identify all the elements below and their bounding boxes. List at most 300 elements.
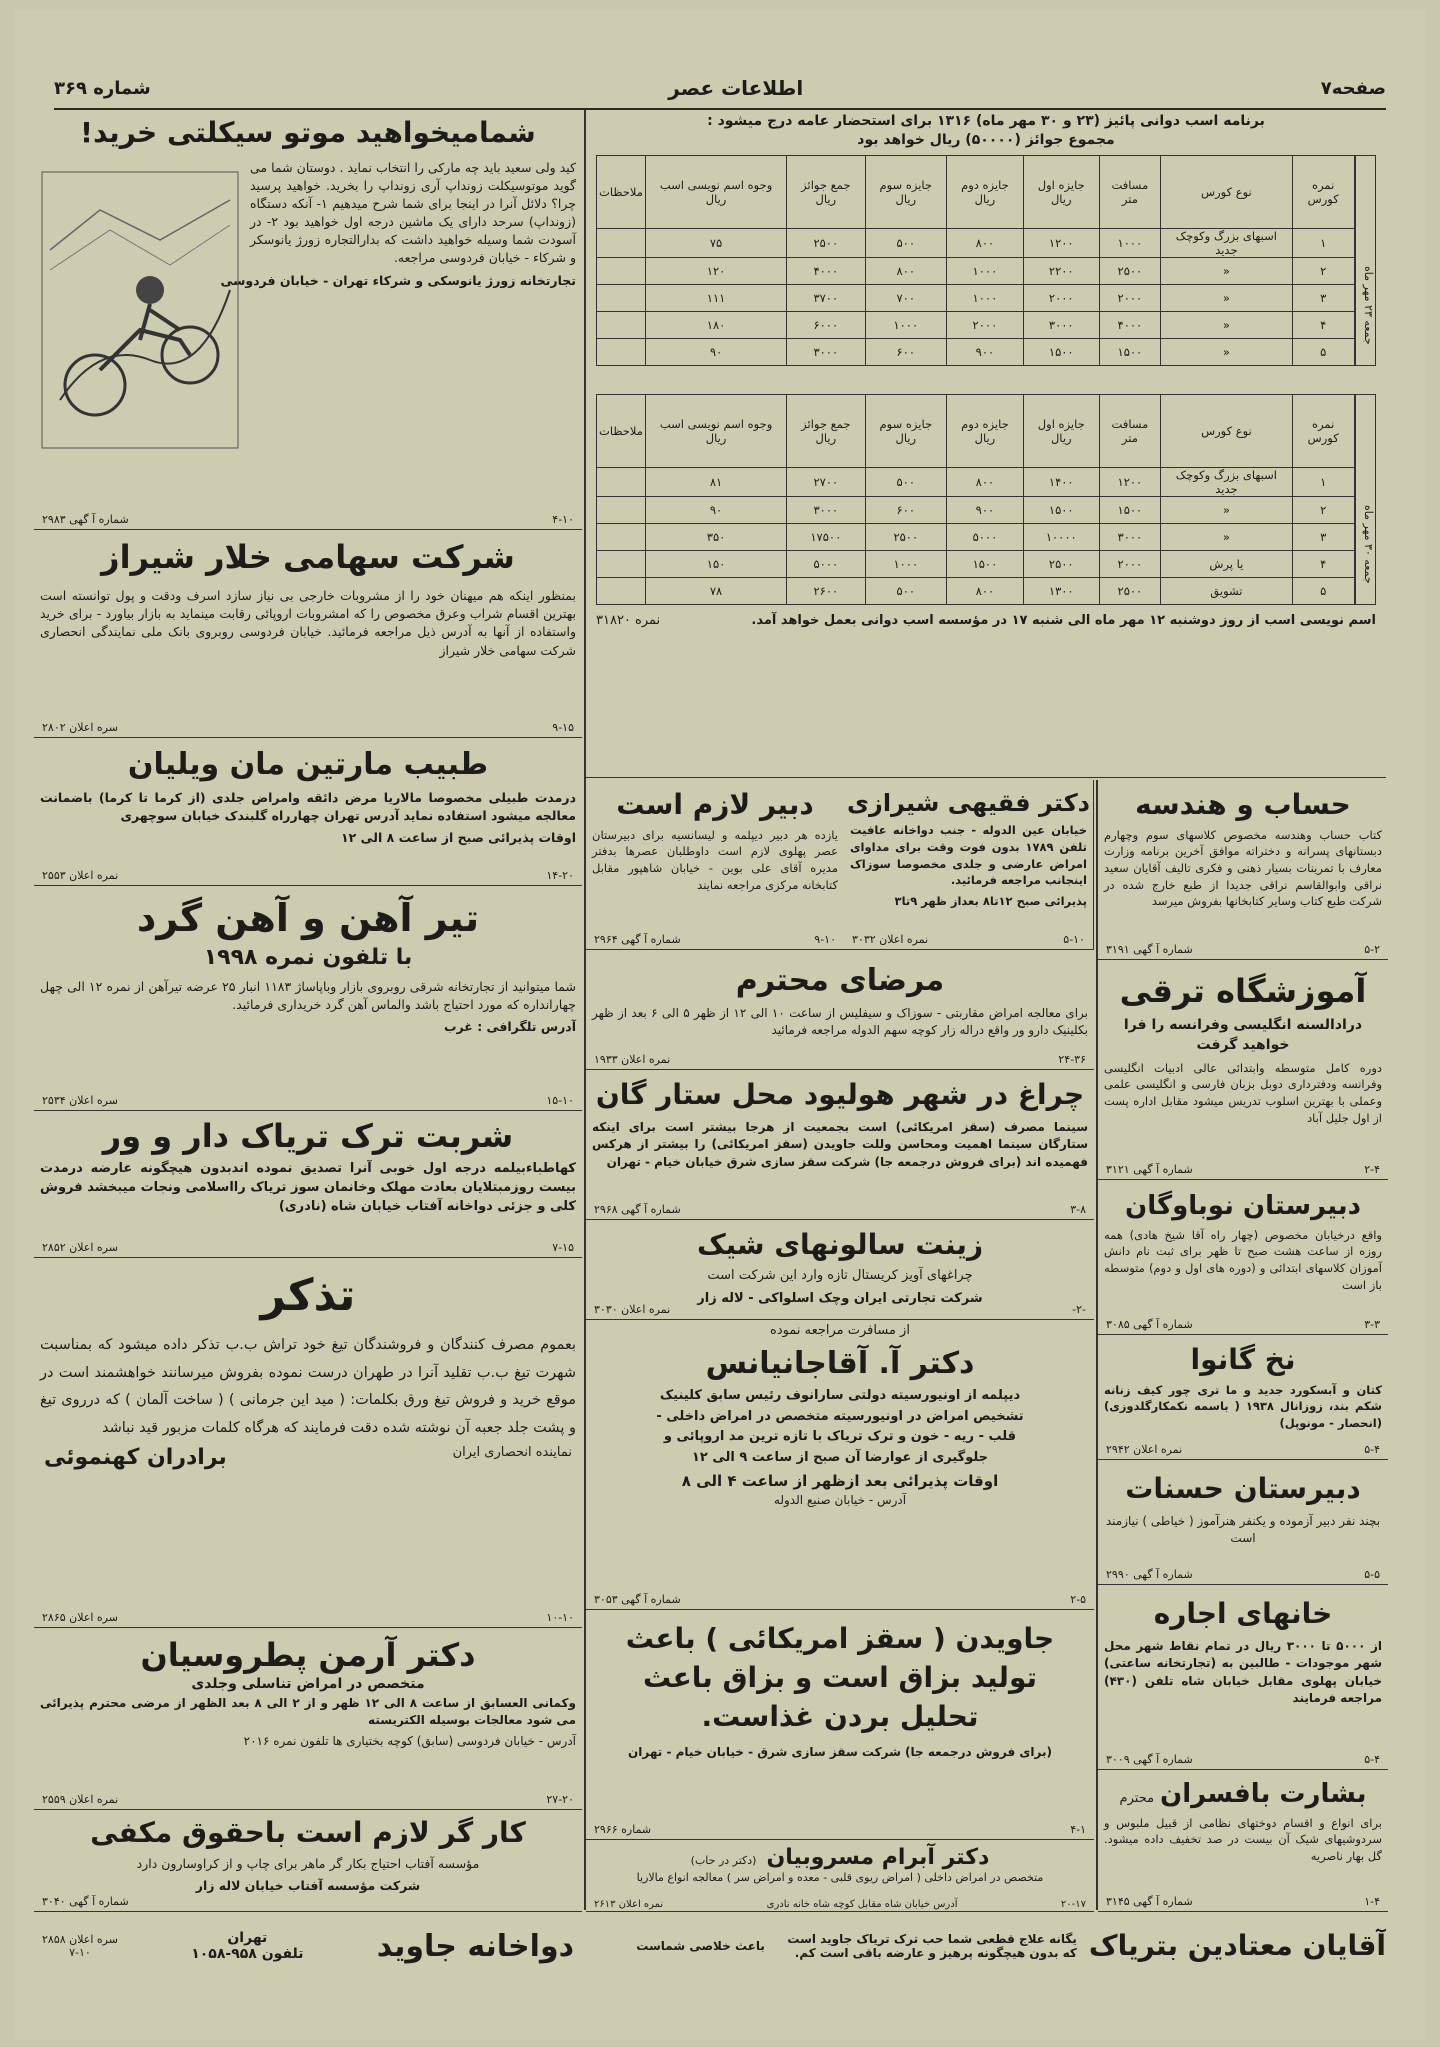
ad-petrosian-body: وکمانی العسابق از ساعت ۸ الی ۱۲ ظهر و از ۲ الی ۸ بعد الظهر از مرضی محترم پذیرائی می شود معالجات بوسیله الکتریسته	[40, 1695, 576, 1727]
race-ad-number: نمره ۳۱۸۲۰	[596, 612, 661, 628]
table-cell: ۲۵۰۰	[1099, 257, 1160, 284]
table-row	[597, 467, 1355, 496]
ad-tazakkor	[34, 1258, 582, 1628]
ad-karegar-address: شرکت مؤسسه آفتاب خیابان لاله زار	[195, 1877, 421, 1893]
table-cell: ۱۳۰۰	[1023, 577, 1099, 604]
ad-number: سره اعلان ۲۸۵۲	[42, 1241, 118, 1254]
newspaper-page	[14, 10, 1426, 2040]
ad-teriak-title: آقایان معتادین بتریاک	[1088, 1928, 1386, 1962]
table-row	[597, 228, 1355, 257]
ad-marza-foot	[594, 1053, 1086, 1066]
ad-masroobian	[586, 1840, 1094, 1912]
race-table-1-wrap	[596, 155, 1376, 366]
table-cell	[597, 496, 646, 523]
ad-javid	[34, 1915, 582, 1977]
ad-code: ۱۰-۱۰	[546, 1611, 574, 1624]
table-cell: ۶۰۰	[865, 496, 947, 523]
table-cell: ۱۰۰۰	[947, 257, 1024, 284]
table-cell: «	[1161, 496, 1293, 523]
race-column-header: نمره کورس	[1292, 155, 1354, 228]
table-cell	[597, 550, 646, 577]
table-cell: ۲۰۰۰	[947, 311, 1024, 338]
ad-zinat-foot	[594, 1303, 1086, 1316]
table-cell: ۱۴۰۰	[1023, 467, 1099, 496]
ad-petrosian-address: آدرس - خیابان فردوسی (سابق) کوچه بختیاری ها تلفون نمره ۲۰۱۶	[243, 1734, 576, 1749]
motorcycle-illustration	[40, 170, 240, 450]
table-row	[597, 338, 1355, 365]
ad-faghihi-title: دکتر فقیهی شیرازی	[847, 789, 1090, 817]
ad-number: شماره آ گهی ۳۰۴۰	[42, 1895, 129, 1908]
ad-code: -۲-	[1072, 1303, 1086, 1316]
race-column-header: جمع جوائز ریال	[787, 155, 865, 228]
ad-code: ۱۵-۱۰	[546, 1094, 574, 1107]
ad-noobavegan-foot	[1106, 1318, 1380, 1331]
ad-number: شماره ۲۹۶۶	[594, 1823, 652, 1836]
ad-teriak	[586, 1915, 1386, 1977]
ad-number: شماره آ گهی ۳۰۸۵	[1106, 1318, 1193, 1331]
ad-hesab-foot	[1106, 943, 1380, 956]
table-cell: «	[1161, 284, 1293, 311]
table-cell: ۲۰۰۰	[1099, 284, 1160, 311]
ad-darvar-body: کهاطباءبیلمه درجه اول خوبی آنرا تصدیق نموده اندبدون هیچگونه عارضه درمدت بیست روزمبتلایان بعادت مهلک وخانمان سوز تریاک رااسلامی ونجات میبخشد فروش کلی و جزئی دواخانه آفتاب خیابان شاه (نادری)	[40, 1161, 576, 1214]
table-cell: ۱۲۰۰	[1099, 467, 1160, 496]
table-row	[597, 311, 1355, 338]
ad-petrosian	[34, 1628, 582, 1810]
ad-hesab-body: کتاب حساب وهندسه مخصوص کلاسهای سوم وچهارم دبستانهای پسرانه و دختراته موافق آخرین برنامه وزارت معارف با تمرینات بسیار ذهنی و فکری تالیف آقایان سعید نراقی وابوالقاسم نراقی جدیدا از طبع خارج شده در شرکت طبع کتاب وسایر کتابخانها بفروش میرسد	[1104, 827, 1382, 909]
ad-dabir-body: یازده هر دبیر دیپلمه و لیسانسیه برای دبیرستان عصر پهلوی لازم است داوطلبان عصرها بدفتر مدیره آقای علی بوین - خیابان شاهپور مقابل کتابخانه مرکزی مراجعه نمایند	[592, 827, 838, 892]
ad-karegar	[34, 1810, 582, 1912]
ad-nakh-body: کتان و آبسکورد جدید و ما تری چور کیف زنانه شکم بند، زوزانال ۱۹۳۸ ( باسمه نکمکارگلدوزی) (انحصار - مونوپل)	[1104, 1382, 1382, 1431]
ad-code: ۵-۴	[1364, 1443, 1380, 1456]
ad-noobavegan-title: دبیرستان نوباوگان	[1125, 1191, 1361, 1221]
ad-aghajanians	[586, 1320, 1094, 1610]
ad-number: شماره آ گهی ۲۹۶۸	[594, 1203, 681, 1216]
ad-code: ۴-۱۰	[552, 513, 574, 526]
race-column-header: جایزه دوم ریال	[947, 155, 1024, 228]
table-cell: ۸۰۰	[947, 467, 1024, 496]
table-cell: ۵۰۰۰	[947, 523, 1024, 550]
table-cell: ۷۸	[645, 577, 786, 604]
ad-number: نمره اعلان ۲۹۴۲	[1106, 1443, 1183, 1456]
table-cell: ۲۷۰۰	[787, 467, 865, 496]
ad-aghajanians-title: دکتر آ. آقاجانیانس	[705, 1345, 975, 1381]
ad-basharat-head	[1098, 1780, 1388, 1809]
ad-sagz	[586, 1610, 1094, 1840]
race-column-header: جایزه دوم ریال	[947, 394, 1024, 467]
ad-karegar-foot	[42, 1895, 574, 1908]
ad-martin-title: طبیب مارتین مان ویلیان	[127, 747, 489, 782]
ad-kholar-foot	[42, 721, 574, 734]
ad-martin-foot	[42, 869, 574, 882]
ad-number: شماره آ گهی ۲۹۸۳	[42, 513, 129, 526]
table-row	[597, 496, 1355, 523]
ad-code: ۵-۱۰	[1063, 933, 1085, 946]
table-cell: ۵۰۰	[865, 577, 947, 604]
ad-code: ۹-۱۵	[552, 721, 574, 734]
table-cell: ۲۰۰۰	[1023, 284, 1099, 311]
table-cell: ۹۰۰	[947, 496, 1024, 523]
page-number: صفحه۷	[1320, 77, 1386, 99]
ad-iron-foot	[42, 1094, 574, 1107]
ad-hesab	[1098, 780, 1388, 960]
ad-number: شماره آ گهی ۳۱۹۱	[1106, 943, 1193, 956]
race-footer-text: اسم نویسی اسب از روز دوشنبه ۱۲ مهر ماه الی شنبه ۱۷ در مؤسسه اسب دوانی بعمل خواهد آمد.	[751, 612, 1376, 628]
table-cell: ۶۰۰	[865, 338, 947, 365]
ad-number: شماره آ گهی ۳۱۴۵	[1106, 1895, 1193, 1908]
ad-number: سره اعلان ۲۸۰۲	[42, 721, 118, 734]
ad-martin-hours: اوقات پذیرائی صبح از ساعت ۸ الی ۱۲	[341, 830, 576, 846]
table-cell: «	[1161, 523, 1293, 550]
ad-sagz-title-1: جاویدن ( سقز امریکائی ) باعث	[625, 1622, 1055, 1655]
table-cell: ۸۰۰	[865, 257, 947, 284]
ad-noobavegan	[1098, 1180, 1388, 1335]
ad-number: سره اعلان ۲۸۵۸	[42, 1933, 118, 1946]
ad-darvar	[34, 1111, 582, 1258]
ad-cheragh	[586, 1070, 1094, 1220]
ad-code: ۱۴-۲۰	[546, 869, 574, 882]
table-cell: ۶۰۰۰	[787, 311, 865, 338]
ad-motorcycle-agent: تجارتخانه زورژ یانوسکی و شرکاء تهران - خیابان فردوسی	[220, 272, 576, 288]
table-cell	[597, 228, 646, 257]
table-cell: اسبهای بزرگ وکوچک جدید	[1161, 228, 1293, 257]
race-column-header: وجوه اسم نویسی اسب ریال	[645, 394, 786, 467]
table-cell: ۱۷۵۰۰	[787, 523, 865, 550]
ad-basharat	[1098, 1770, 1388, 1912]
ad-tazakkor-sign	[34, 1445, 582, 1470]
ad-amoozeshgah	[1098, 960, 1388, 1180]
ad-code: ۷-۱۰	[69, 1946, 91, 1959]
table-row	[597, 550, 1355, 577]
ad-tazakkor-foot	[42, 1611, 574, 1624]
table-cell: ۴۰۰۰	[1099, 311, 1160, 338]
ad-cheragh-title: چراغ در شهر هولیود محل ستار گان	[595, 1078, 1085, 1111]
table-cell: ۳۵۰	[645, 523, 786, 550]
ad-code: ۳-۸	[1070, 1203, 1086, 1216]
ad-teriak-row	[586, 1915, 1386, 1977]
ad-iron-telegraph: آدرس تلگرافی : غرب	[443, 1019, 576, 1035]
table-cell: ۹۰۰	[947, 338, 1024, 365]
table-cell: ۳۰۰۰	[1099, 523, 1160, 550]
ad-khaneha	[1098, 1585, 1388, 1770]
table-cell	[597, 467, 646, 496]
table-cell: ۷۵	[645, 228, 786, 257]
table-cell: ۵	[1292, 577, 1354, 604]
ad-motorcycle-foot	[42, 513, 574, 526]
newspaper-name: اطلاعات عصر	[668, 76, 804, 100]
ad-code: ۵-۵	[1364, 1568, 1380, 1581]
table-cell: ۵۰۰	[865, 228, 947, 257]
table-cell: ۸۱	[645, 467, 786, 496]
table-cell: ۸۰۰	[947, 228, 1024, 257]
table-cell: ۵۰۰	[865, 467, 947, 496]
table-cell: ۲	[1292, 257, 1354, 284]
ad-darvar-foot	[42, 1241, 574, 1254]
race-column-header: ملاحظات	[597, 394, 646, 467]
table-cell: ۳	[1292, 284, 1354, 311]
page-header	[54, 68, 1386, 110]
race-day-1: جمعه ۲۳ مهر ماه	[1355, 155, 1376, 366]
ad-hasanat-body: بچند نفر دبیر آزموده و یکنفر هنرآموز ( خیاطی ) نیازمند است	[1105, 1513, 1381, 1546]
ad-nakh-foot	[1106, 1443, 1380, 1456]
ad-tazakkor-agent: نماینده انحصاری ایران	[452, 1444, 572, 1460]
ad-teriak-tag: باعث خلاصی شماست	[636, 1939, 765, 1953]
table-cell: ۱۵۰	[645, 550, 786, 577]
ad-iron-body: شما میتوانید از تجارتخانه شرقی روبروی بازار وباپاساژ ۱۱۸۳ انبار ۲۵ عرضه تیرآهن از نمره ۱۲ الی چهل چهارانداره که مورد احتیاج باشد والماس آهن گرد خریداری فرمائید.	[40, 978, 576, 1013]
ad-tazakkor-title: تذکر	[260, 1270, 356, 1321]
table-cell: ۱۵۰۰	[1099, 338, 1160, 365]
ad-nakh	[1098, 1335, 1388, 1460]
ad-martin-body: درمدت طبیلی مخصوصا مالاریا مرض دائقه وامراض جلدی (از کرما تا کرما) باضمانت معالجه میشود استفاده نماید آدرس تهران چهارراه گلبندک خیابان سوچهری	[40, 790, 576, 824]
ad-faghihi-body: خیابان عین الدوله - جنب دواخانه عافیت تلفن ۱۷۸۹ بدون فوت وقت برای مداوای امراض عارضی و جلدی مخصوصا سوزاک اینجانب مراجعه فرمائید.	[850, 823, 1087, 888]
ad-marza-body: برای معالجه امراض مقاربتی - سوزاک و سیفلیس از ساعت ۱۰ الی ۱۲ از ظهر ۵ الی ۶ بعد از ظهر بکلینیک دارو ور واقع دراله زار کوچه سهم الدوله مراجعه فرمائید	[592, 1006, 1088, 1038]
ad-faghihi-hours: پذیرائی صبح ۱۲تا۸ بعداز ظهر ۹تا۳	[894, 894, 1087, 909]
ad-masroobian-title: دکتر آبرام مسروبیان	[766, 1845, 990, 1870]
table-cell: ۳۰۰۰	[787, 496, 865, 523]
table-cell: ۱	[1292, 228, 1354, 257]
table-cell: ۳۰۰۰	[787, 338, 865, 365]
ad-hesab-title: حساب و هندسه	[1135, 788, 1351, 821]
table-cell: ۹۰	[645, 496, 786, 523]
table-cell: ۱۸۰	[645, 311, 786, 338]
ad-code: ۲۰-۱۷	[1060, 1899, 1086, 1910]
ad-sagz-title-3: تحلیل بردن غذاست.	[701, 1699, 979, 1733]
race-table-2	[596, 394, 1355, 605]
ad-javid-meta	[42, 1933, 118, 1959]
table-cell: ۴	[1292, 311, 1354, 338]
table-cell	[597, 257, 646, 284]
ad-motorcycle-title: شمامیخواهید موتو سیکلتی خرید!	[80, 116, 536, 149]
ad-code: ۹-۱۰	[814, 933, 836, 946]
table-row	[597, 523, 1355, 550]
ad-tazakkor-signature: برادران کهنموئی	[44, 1444, 227, 1470]
ad-martin	[34, 738, 582, 886]
table-cell: ۲۵۰۰	[1099, 577, 1160, 604]
ad-basharat-body: برای انواع و اقسام دوختهای نظامی از قبیل ملبوس و سردوشیهای شیک آن بیست در صد تخفیف داده میشود. گل بهار ناصریه	[1104, 1815, 1382, 1863]
ad-aghajanians-body: دیپلمه از اونیورسیته دولتی سارانوف رئیس سابق کلینیک تشخیص امراض در اونیورسیته متخصص در امراض داخلی - قلب - ریه - خون و ترک تریاک با تازه ترین مد اروپائی و جلوگیری از عوارضا آن صبح از ساعت ۹ الی ۱۲	[656, 1387, 1024, 1466]
race-column-header: جایزه اول ریال	[1023, 394, 1099, 467]
ad-number: سره اعلان ۲۸۶۵	[42, 1611, 118, 1624]
ad-basharat-title: بشارت بافسران	[1160, 1779, 1367, 1809]
ad-number: شماره آ گهی ۳۰۰۹	[1106, 1753, 1193, 1766]
ad-zinat-title: زینت سالونهای شیک	[696, 1228, 984, 1261]
ad-iron-phone: با تلفون نمره ۱۹۹۸	[203, 944, 413, 970]
race-day-2: جمعه ۳۰ مهر ماه	[1355, 394, 1376, 605]
table-cell: ۴۰۰۰	[787, 257, 865, 284]
table-cell: ۴	[1292, 550, 1354, 577]
table-cell: ۱۵۰۰	[1023, 496, 1099, 523]
race-column-header: مسافت متر	[1099, 155, 1160, 228]
table-cell: ۱۵۰۰	[947, 550, 1024, 577]
table-cell: ۱۵۰۰	[1023, 338, 1099, 365]
table-cell	[597, 311, 646, 338]
ad-number: نمره اعلان ۱۹۳۳	[594, 1053, 671, 1066]
table-cell: ۱۰۰۰۰	[1023, 523, 1099, 550]
ad-number: سره اعلان ۲۵۳۴	[42, 1094, 118, 1107]
table-cell: ۱۰۰۰	[865, 311, 947, 338]
ad-kholar	[34, 530, 582, 738]
ad-sagz-title-2: تولید بزاق است و بزاق باعث	[642, 1660, 1038, 1694]
table-cell	[597, 577, 646, 604]
ad-javid-phone: تلفون ۹۵۸-۱۰۵۸	[191, 1946, 304, 1962]
ad-sagz-body: (برای فروش درجمعه جا) شرکت سقز سازی شرق - خیابان خیام - تهران	[628, 1745, 1052, 1760]
race-program	[586, 110, 1386, 778]
ad-number: نمره اعلان ۳۰۳۲	[852, 933, 929, 946]
ad-masroobian-foot	[594, 1899, 1086, 1910]
table-cell: ۷۰۰	[865, 284, 947, 311]
ad-cheragh-body: سینما مصرف (سقز امریکائی) است بجمعیت از هرجا بیشتر است برای اینکه ستارگان سینما اهمیت ومحاسن وللت جاویدن (سقز امریکائی) را بیشتر از هرکس فهمیده اند (برای فروش درجمعه جا) شرکت سقز سازی شرق خیابان خیام - تهران	[592, 1119, 1088, 1169]
race-column-header: جمع جوائز ریال	[787, 394, 865, 467]
ad-code: ۵-۲	[1364, 943, 1380, 956]
ad-marza	[586, 950, 1094, 1070]
table-cell: ۳	[1292, 523, 1354, 550]
ad-hasanat	[1098, 1460, 1388, 1585]
table-cell: ۵۰۰۰	[787, 550, 865, 577]
ad-javid-title: دواخانه جاوید	[376, 1928, 574, 1964]
ad-code: ۵-۴	[1364, 1753, 1380, 1766]
table-cell: ۲۶۰۰	[787, 577, 865, 604]
race-column-header: نمره کورس	[1292, 394, 1354, 467]
ad-amoozeshgah-sub: درادالسنه انگلیسی وفرانسه را فرا خواهید گرفت	[1123, 1017, 1363, 1054]
table-cell: اسبهای بزرگ وکوچک جدید	[1161, 467, 1293, 496]
ad-sagz-foot	[594, 1823, 1086, 1836]
ad-aghajanians-address: آدرس - خیابان صنیع الدوله	[773, 1492, 907, 1507]
ad-tazakkor-body: بعموم مصرف کنندگان و فروشندگان تیغ خود تراش ب.ب تذکر داده میشود که بمناسبت شهرت تیغ ب.ب تقلید آنرا در طهران درست نموده بفروش میرسانند خواهشمند است در موقع خرید و فروش تیغ ورق بکلمات: ( مید این جرمانی ) ( ساخت آلمان ) که درروی تیغ و پشت جلد جعبه آن نوشته شده دقت فرمایند که هرگاه کلمات مزبور قید نباشد	[40, 1337, 576, 1437]
race-column-header: جایزه اول ریال	[1023, 155, 1099, 228]
ad-cheragh-foot	[594, 1203, 1086, 1216]
ad-petrosian-sub: متخصص در امراض تناسلی وجلدی	[191, 1676, 425, 1693]
race-column-header: مسافت متر	[1099, 394, 1160, 467]
table-cell: ۳۷۰۰	[787, 284, 865, 311]
ad-motorcycle	[34, 110, 582, 530]
table-cell: ۸۰۰	[947, 577, 1024, 604]
ad-iron	[34, 886, 582, 1111]
race-column-header: نوع کورس	[1161, 394, 1293, 467]
ad-khaneha-title: خانهای اجاره	[1153, 1597, 1333, 1630]
table-cell: ۱۵۰۰	[1099, 496, 1160, 523]
ad-zinat	[586, 1220, 1094, 1320]
table-cell	[597, 284, 646, 311]
ad-number: شماره آ گهی ۲۹۶۴	[594, 933, 681, 946]
ad-petrosian-foot	[42, 1793, 574, 1806]
table-cell: ۲	[1292, 496, 1354, 523]
issue-number: شماره ۳۶۹	[54, 77, 151, 99]
ad-kholar-body: بمنظور اینکه هم میهنان خود را از مشروبات خارجی بی نیاز سازد اسرف ودقت و پول توانسته است بهترین اقسام شراب وعرق مخصوص را که امشروبات اروپائی رقابت مینماید به بازار بیاورد - برای خرید واستفاده از آنها به آدرس ذیل مراجعه فرمائید. خیابان فردوسی روبروی بانک ملی نمایندگی انحصاری شرکت سهامی خلار شیراز	[40, 588, 576, 658]
ad-karegar-title: کار گر لازم است باحقوق مکفی	[90, 1816, 526, 1849]
ad-masroobian-address: آدرس خیابان شاه مقابل کوچه شاه خانه نادری	[766, 1899, 958, 1910]
ad-code: ۱-۴	[1364, 1895, 1380, 1908]
ad-code: ۲۷-۲۰	[546, 1793, 574, 1806]
table-row	[597, 284, 1355, 311]
table-cell: ۲۵۰۰	[787, 228, 865, 257]
table-cell: ۳۰۰۰	[1023, 311, 1099, 338]
ad-dabir-title: دبیر لازم است	[616, 788, 814, 821]
ad-khaneha-foot	[1106, 1753, 1380, 1766]
table-cell: ۲۰۰۰	[1099, 550, 1160, 577]
ad-javid-city: تهران	[227, 1930, 268, 1946]
ad-darvar-title: شربت ترک تریاک دار و ور	[102, 1117, 514, 1155]
ad-number: نمره اعلان ۲۵۵۹	[42, 1793, 119, 1806]
ad-amoozeshgah-foot	[1106, 1163, 1380, 1176]
race-footer	[596, 613, 1376, 628]
ad-aghajanians-foot	[594, 1593, 1086, 1606]
ad-masroobian-body: متخصص در امراض داخلی ( امراض ریوی قلبی - معده و امراض سر ) معالجه انواع مالاریا	[636, 1871, 1044, 1885]
ad-number: شماره آ گهی ۳۰۵۳	[594, 1593, 681, 1606]
ad-aghajanians-pre: از مسافرت مراجعه نموده	[770, 1323, 910, 1338]
table-cell: ۲۵۰۰	[1023, 550, 1099, 577]
ad-amoozeshgah-title: آموزشگاه ترقی	[1119, 972, 1367, 1010]
ad-javid-contact	[191, 1930, 303, 1962]
ad-dabir-foot	[594, 933, 836, 946]
ad-number: نمره اعلان ۲۶۱۳	[594, 1899, 664, 1910]
ad-zinat-body: چراغهای آویز کریستال تازه وارد این شرکت است	[707, 1267, 973, 1283]
race-column-header: وجوه اسم نویسی اسب ریال	[645, 155, 786, 228]
table-cell: «	[1161, 338, 1293, 365]
ad-dabir	[586, 780, 844, 950]
ad-petrosian-title: دکتر آرمن پطروسیان	[140, 1636, 476, 1674]
ad-code: ۴-۱	[1070, 1823, 1086, 1836]
race-table-2-wrap	[596, 394, 1376, 605]
ad-code: ۲-۴	[1364, 1163, 1380, 1176]
ad-code: ۳-۳	[1364, 1318, 1380, 1331]
race-column-header: جایزه سوم ریال	[865, 155, 947, 228]
table-cell: ۱۰۰۰	[947, 284, 1024, 311]
race-total: مجموع جوائز (۵۰۰۰۰) ریال خواهد بود	[857, 132, 1115, 149]
table-cell: ۲۲۰۰	[1023, 257, 1099, 284]
race-column-header: جایزه سوم ریال	[865, 394, 947, 467]
ad-number: نمره اعلان ۲۵۵۳	[42, 869, 119, 882]
ad-motorcycle-body: کید ولی سعید باید چه مارکی را انتخاب نماید . دوستان شما می گوید موتوسیکلت زونداپ آری زونداپ را بخرید. خواهید پرسید چرا؟ دلائل آنرا در اینجا برای شما شرح میدهیم ۱- آنکه دستگاه (زونداپ) سرحد دارای یک ماشین درجه اول خواهید بود ۲- در آسودت شما وسیله خواهید داشت که بدارالتجاره زورژ یانوسکر و شرکاء - خیابان فردوسی مراجعه.	[250, 159, 576, 266]
ad-kholar-title: شرکت سهامی خلار شیراز	[101, 538, 515, 576]
table-cell: ۵	[1292, 338, 1354, 365]
ad-iron-title: تیر آهن و آهن گرد	[136, 896, 480, 940]
ad-masroobian-head	[586, 1846, 1094, 1870]
ad-number: شماره آ گهی ۳۱۲۱	[1106, 1163, 1193, 1176]
ad-aghajanians-hours: اوقات پذیرائی بعد ازظهر از ساعت ۴ الی ۸	[681, 1472, 999, 1491]
ad-number: شماره آ گهی ۲۹۹۰	[1106, 1568, 1193, 1581]
ad-zinat-company: شرکت تجارتی ایران وچک اسلواکی - لاله زار	[697, 1290, 983, 1306]
race-title: برنامه اسب دوانی پائیز (۲۳ و ۳۰ مهر ماه) ۱۳۱۶ برای استحضار عامه درج میشود :	[707, 113, 1265, 129]
ad-marza-title: مرضای محترم	[735, 963, 945, 998]
ad-faghihi-foot	[852, 933, 1085, 946]
table-cell: یا پرش	[1161, 550, 1293, 577]
ad-basharat-foot	[1106, 1895, 1380, 1908]
table-cell: ۱۲۰	[645, 257, 786, 284]
table-row	[597, 577, 1355, 604]
ad-faghihi	[844, 780, 1094, 950]
table-cell	[597, 338, 646, 365]
table-row	[597, 257, 1355, 284]
table-cell: ۱۲۰۰	[1023, 228, 1099, 257]
ad-javid-row	[34, 1915, 582, 1977]
ad-hasanat-title: دبیرستان حسنات	[1125, 1472, 1361, 1505]
table-cell: تشویق	[1161, 577, 1293, 604]
ad-noobavegan-body: واقع درخیابان مخصوص (چهار راه آقا شیخ هادی) همه روزه از ساعت هشت صبح تا ظهر برای ثبت نام دانش آموزان کلاسهای ابتدائی و (دوره های اول و دوم) متوسطه باز است	[1104, 1227, 1382, 1292]
table-cell: ۱۰۰۰	[865, 550, 947, 577]
table-cell: ۲۵۰۰	[865, 523, 947, 550]
ad-khaneha-body: از ۵۰۰۰ تا ۳۰۰۰ ریال در تمام نقاط شهر محل شهر موجودات - طالبین به (تجارتخانه ساعتی) خیابان پهلوی مقابل خیابان شاه تلفن (۴۳۰) مراجعه فرمایند	[1104, 1638, 1383, 1705]
table-cell: ۱۱۱	[645, 284, 786, 311]
table-cell: ۹۰	[645, 338, 786, 365]
table-cell: «	[1161, 311, 1293, 338]
table-cell: ۱۰۰۰	[1099, 228, 1160, 257]
ad-code: ۷-۱۵	[552, 1241, 574, 1254]
ad-teriak-body: یگانه علاج قطعی شما حب ترک تریاک جاوید است که بدون هیچگونه پرهیز و عارضه باقی است کم.	[787, 1932, 1077, 1960]
ad-nakh-title: نخ گانوا	[1190, 1343, 1296, 1376]
ad-amoozeshgah-body: دوره کامل متوسطه وابتدائی عالی ادبیات انگلیسی وفرانسه ودفترداری دوبل بزبان فارسی و انگلیسی علمی وعملی با بهترین اسلوب تدریس میشود مقابل اداره پست از اول جلیل آباد	[1104, 1060, 1382, 1125]
ad-hasanat-foot	[1106, 1568, 1380, 1581]
table-cell: «	[1161, 257, 1293, 284]
ad-masroobian-note: (دکتر در حاب)	[690, 1854, 757, 1867]
